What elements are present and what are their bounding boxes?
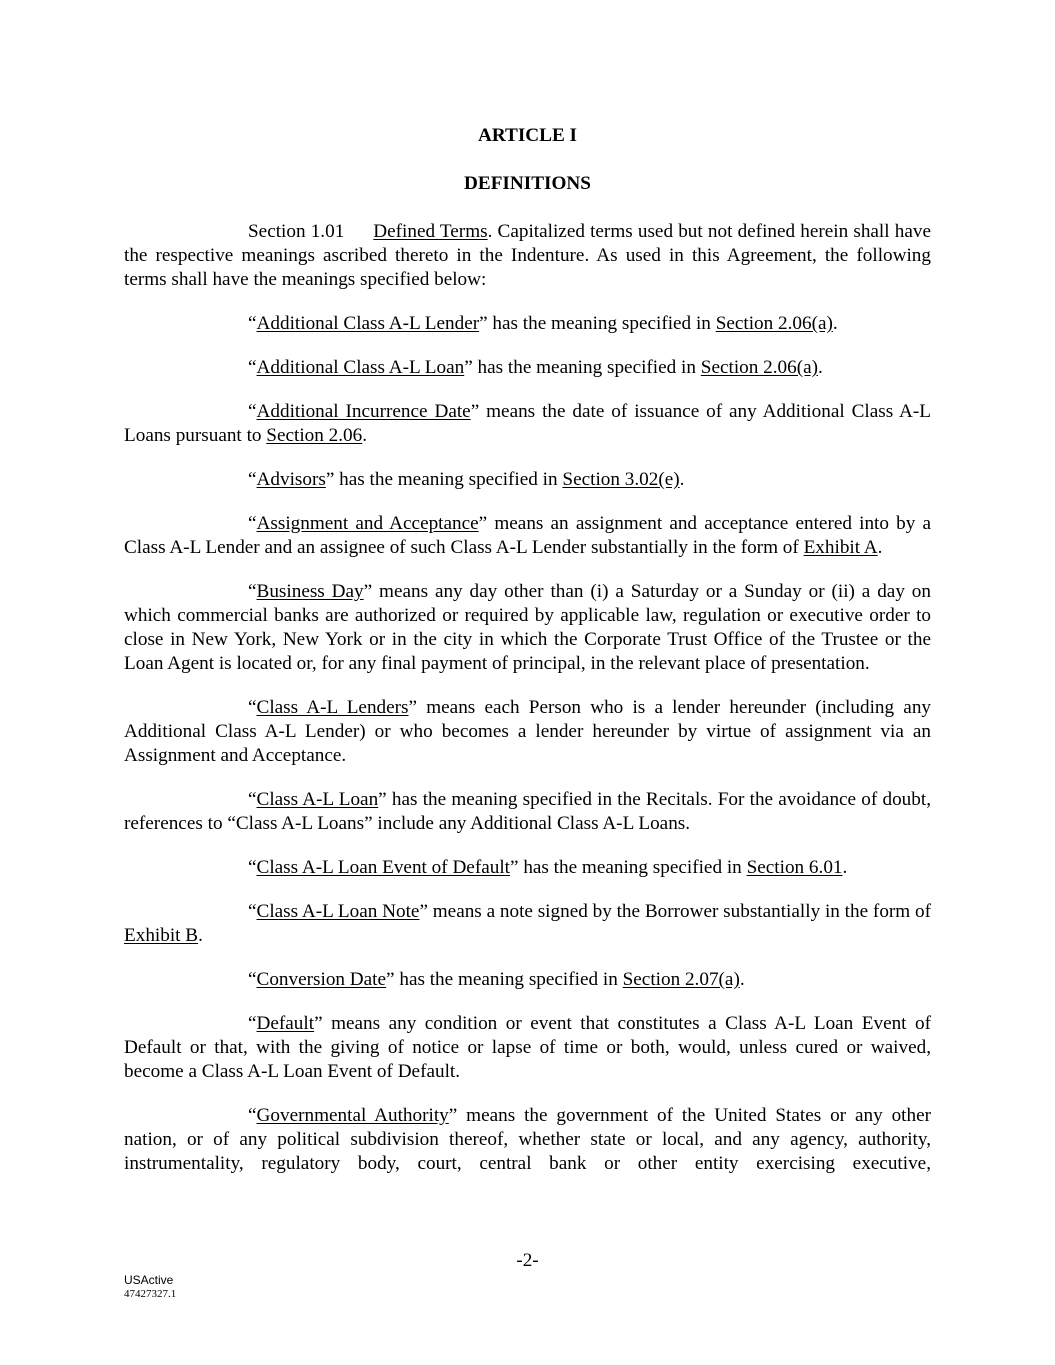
definition-paragraph — [124, 468, 931, 492]
text-run: ” has the meaning specified in — [510, 857, 747, 878]
underlined-term: Section 2.06(a) — [700, 357, 819, 378]
definition-paragraph — [124, 900, 931, 948]
definition-paragraph — [124, 312, 931, 336]
underlined-term: Additional Class A-L Lender — [256, 313, 480, 334]
definition-paragraph — [124, 788, 931, 836]
text-run: ” means each Person who is a lender hereunder (including any Additional Class A-L Lender) or who becomes a lender hereunder by virtue of assignment via an Assignment and Acceptance. — [124, 697, 932, 766]
text-run: ” has the meaning specified in — [479, 313, 716, 334]
underlined-term: Assignment and Acceptance — [256, 513, 479, 534]
text-run: “ — [248, 1105, 257, 1126]
underlined-term: Class A-L Lenders — [256, 697, 409, 718]
text-run: “ — [248, 901, 257, 922]
definition-paragraph — [124, 856, 931, 880]
section-title: DEFINITIONS — [464, 173, 591, 194]
text-run: . — [877, 537, 883, 558]
section-paragraph — [124, 220, 931, 292]
footer-label: USActive — [124, 1273, 174, 1287]
underlined-term: Exhibit B — [124, 925, 199, 946]
text-run: ” means the government of the United States or any other nation, or of any political subdivision thereof, whether state or local, and any agency, authority, instrumentality, regulatory body, court, central bank or other entity exercising executive, — [124, 1105, 931, 1174]
underlined-term: Section 2.07(a) — [622, 969, 740, 990]
text-run: . — [818, 357, 823, 378]
text-run: . — [739, 969, 745, 990]
text-run: Section 1.01 — [248, 221, 345, 242]
text-run: “ — [248, 401, 257, 422]
text-run: “ — [248, 513, 257, 534]
text-run: . Capitalized terms used but not defined herein shall have the respective meanings ascribed thereto in the Indenture. As used in this Agreement, the following terms shall have the meanings specified below: — [124, 221, 931, 290]
definition-paragraph — [124, 580, 931, 676]
text-run: ” means a note signed by the Borrower substantially in the form of — [419, 901, 932, 922]
underlined-term: Section 2.06 — [266, 425, 363, 446]
underlined-term: Class A-L Loan — [256, 789, 379, 810]
underlined-term: Additional Incurrence Date — [256, 401, 471, 422]
underlined-term: Advisors — [256, 469, 326, 490]
text-run: ” means the date of issuance of any Additional Class A-L Loans pursuant to — [124, 401, 931, 446]
text-run: “ — [248, 581, 257, 602]
text-run: ” has the meaning specified in — [325, 469, 563, 490]
underlined-term: Default — [256, 1013, 315, 1034]
underlined-term: Class A-L Loan Event of Default — [256, 857, 510, 878]
text-run: . — [832, 313, 838, 334]
definition-paragraph — [124, 512, 931, 560]
definition-paragraph — [124, 696, 931, 768]
text-run: . — [198, 925, 203, 946]
text-run: ” means any day other than (i) a Saturday or a Sunday or (ii) a day on which commercial banks are authorized or required by applicable law, regulation or executive order to close in New York, New York or in the city in which the Corporate Trust Office of the Trustee or the Loan Agent is located or, for any final payment of principal, in the relevant place of presentation. — [124, 581, 931, 674]
definition-paragraph — [124, 356, 931, 380]
text-run: ” has the meaning specified in — [386, 969, 623, 990]
underlined-term: Section 2.06(a) — [715, 313, 833, 334]
definition-paragraph — [124, 968, 931, 992]
text-run: “ — [248, 857, 257, 878]
footer-doc-id: 47427327.1 — [124, 1288, 177, 1300]
definition-paragraph — [124, 1012, 931, 1084]
underlined-term: Class A-L Loan Note — [256, 901, 420, 922]
text-run: . — [679, 469, 685, 490]
underlined-term: Business Day — [256, 581, 364, 602]
underlined-term: Governmental Authority — [256, 1105, 449, 1126]
article-heading: ARTICLE I — [477, 125, 578, 146]
underlined-term: Additional Class A-L Loan — [256, 357, 465, 378]
text-run: “ — [248, 357, 257, 378]
text-run: ” means an assignment and acceptance entered into by a Class A-L Lender and an assignee of such Class A-L Lender substantially in the form of — [124, 513, 932, 558]
underlined-term: Section 6.01 — [746, 857, 843, 878]
definition-paragraph — [124, 1104, 931, 1176]
text-run: “ — [248, 1013, 257, 1034]
text-run: “ — [248, 969, 257, 990]
underlined-term: Section 3.02(e) — [562, 469, 680, 490]
text-run: “ — [248, 697, 257, 718]
page-number: -2- — [516, 1250, 539, 1271]
text-run: “ — [248, 313, 257, 334]
text-run: “ — [248, 469, 257, 490]
definition-paragraph — [124, 400, 931, 448]
text-run: ” has the meaning specified in the Recitals. For the avoidance of doubt, references to “Class A-L Loans” include any Additional Class A-L Loans. — [124, 789, 931, 834]
underlined-term: Exhibit A — [803, 537, 878, 558]
underlined-term: Defined Terms — [373, 221, 488, 242]
text-run: “ — [248, 789, 257, 810]
underlined-term: Conversion Date — [256, 969, 387, 990]
text-run: . — [362, 425, 368, 446]
definitions-list — [124, 220, 931, 1176]
text-run: . — [842, 857, 848, 878]
document-body — [124, 124, 931, 1196]
text-run: ” has the meaning specified in — [464, 357, 701, 378]
text-run: ” means any condition or event that constitutes a Class A-L Loan Event of Default or that, with the giving of notice or lapse of time or both, would, unless cured or waived, become a Class A-L Loan Event of Default. — [124, 1013, 931, 1082]
